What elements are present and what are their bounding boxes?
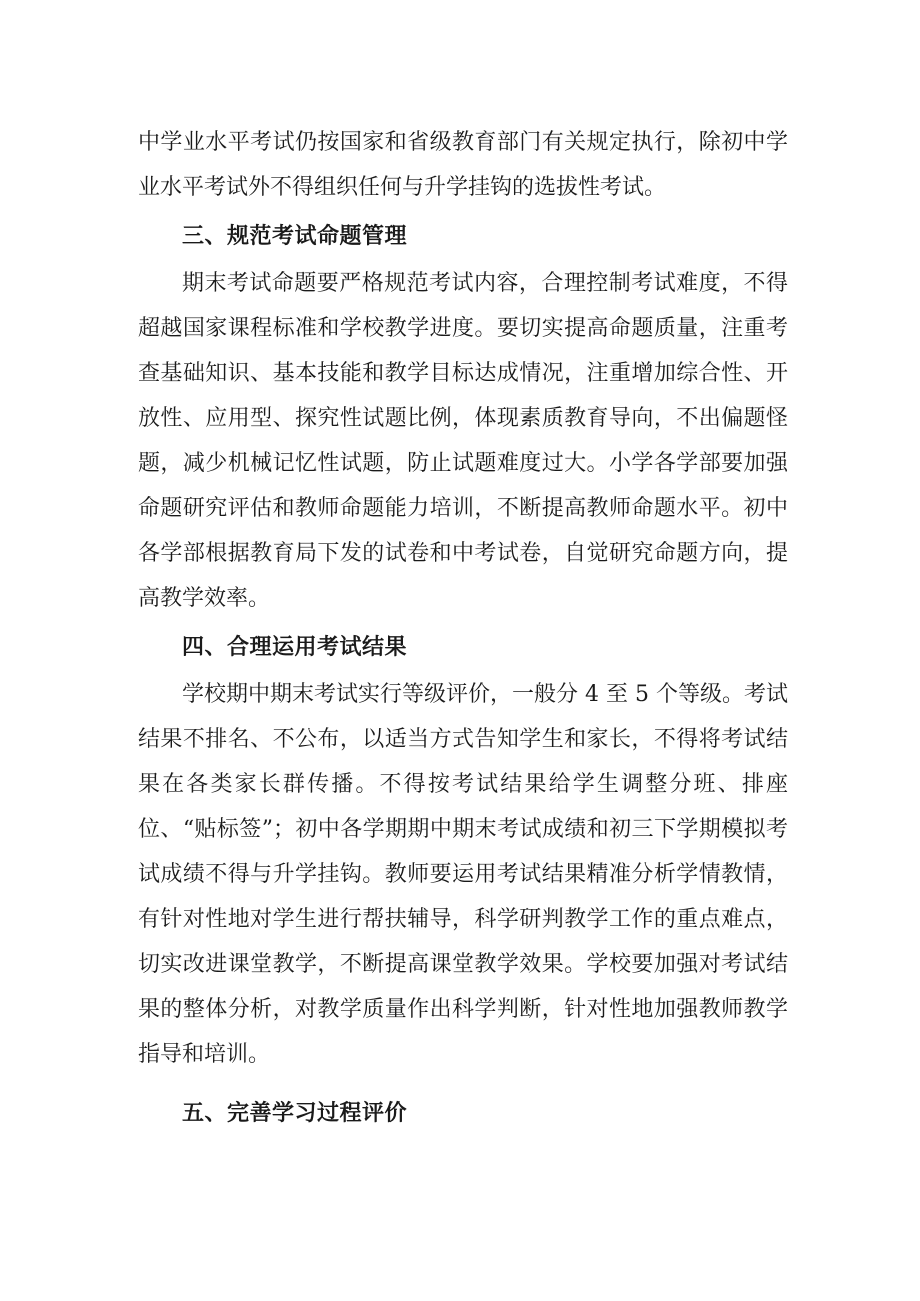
document-body — [138, 120, 788, 1136]
section-heading-5: 五、完善学习过程评价 — [182, 1101, 408, 1126]
paragraph-section-4: 学校期中期末考试实行等级评价，一般分 4 至 5 个等级。考试结果不排名、不公布，以适当方式告知学生和家长，不得将考试结果在各类家长群传播。不得按考试结果给学生调整分班、排座位、“贴标签”；初中各学期期中期末考试成绩和初三下学期模拟考试成绩不得与升学挂钩。教师要运用考试结果精准分析学情教情，有针对性地对学生进行帮扶辅导，科学研判教学工作的重点难点，切实改进课堂教学，不断提高课堂教学效果。学校要加强对考试结果的整体分析，对教学质量作出科学判断，针对性地加强教师教学指导和培训。 — [138, 682, 788, 1067]
paragraph-section-3: 期末考试命题要严格规范考试内容，合理控制考试难度，不得超越国家课程标准和学校教学进度。要切实提高命题质量，注重考查基础知识、基本技能和教学目标达成情况，注重增加综合性、开放性、应用型、探究性试题比例，体现素质教育导向，不出偏题怪题，减少机械记忆性试题，防止试题难度过大。小学各学部要加强命题研究评估和教师命题能力培训，不断提高教师命题水平。初中各学部根据教育局下发的试卷和中考试卷，自觉研究命题方向，提高教学效率。 — [138, 271, 788, 611]
section-heading-3: 三、规范考试命题管理 — [182, 224, 408, 249]
paragraph-continued: 中学业水平考试仍按国家和省级教育部门有关规定执行，除初中学业水平考试外不得组织任何与升学挂钩的选拔性考试。 — [138, 130, 788, 200]
section-heading-4: 四、合理运用考试结果 — [182, 635, 408, 660]
